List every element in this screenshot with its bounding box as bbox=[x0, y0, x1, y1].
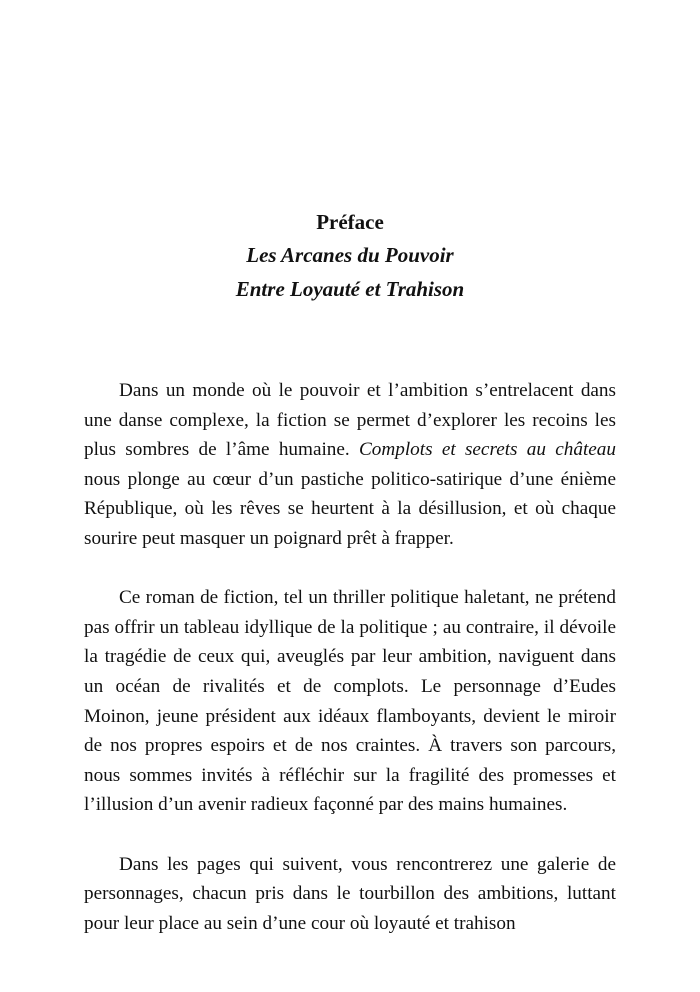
paragraph-3: Dans les pages qui suivent, vous rencontrerez une galerie de personnages, chacun pris dans le tourbillon des ambitions, luttant pour leur place au sein d’une cour où loyauté et trahison bbox=[84, 853, 616, 934]
preface-title: Préface bbox=[316, 210, 384, 234]
book-title-italic: Complots et secrets au château bbox=[358, 439, 616, 461]
paragraph-1-start: Dans un monde où le pouvoir et l’ambition s’entrelacent dans une danse complexe, la fiction se permet d’explorer les recoins les plus sombres de l’âme humaine. bbox=[84, 380, 616, 461]
paragraph-2: Ce roman de fiction, tel un thriller politique haletant, ne prétend pas offrir un tableau idyllique de la politique ; au contraire, il dévoile la tragédie de ceux qui, aveuglés par leur ambition, naviguent dans un océan de rivalités et de complots. Le personnage d’Eudes Moinon, jeune président aux idéaux flamboyants, devient le miroir de nos propres espoirs et de nos craintes. À travers son parcours, nous sommes invités à réfléchir sur la fragilité des promesses et l’illusion d’un avenir radieux façonné par des mains humaines. bbox=[84, 587, 616, 816]
preface-heading bbox=[0, 206, 700, 306]
preface-subtitle-1: Les Arcanes du Pouvoir bbox=[246, 243, 454, 267]
preface-body bbox=[84, 376, 616, 938]
preface-subtitle-2: Entre Loyauté et Trahison bbox=[235, 277, 465, 301]
paragraph-1 bbox=[84, 376, 616, 554]
paragraph-1-end: nous plonge au cœur d’un pastiche politico-satirique d’une énième République, où les rêves se heurtent à la désillusion, et où chaque sourire peut masquer un poignard prêt à frapper. bbox=[84, 468, 616, 549]
